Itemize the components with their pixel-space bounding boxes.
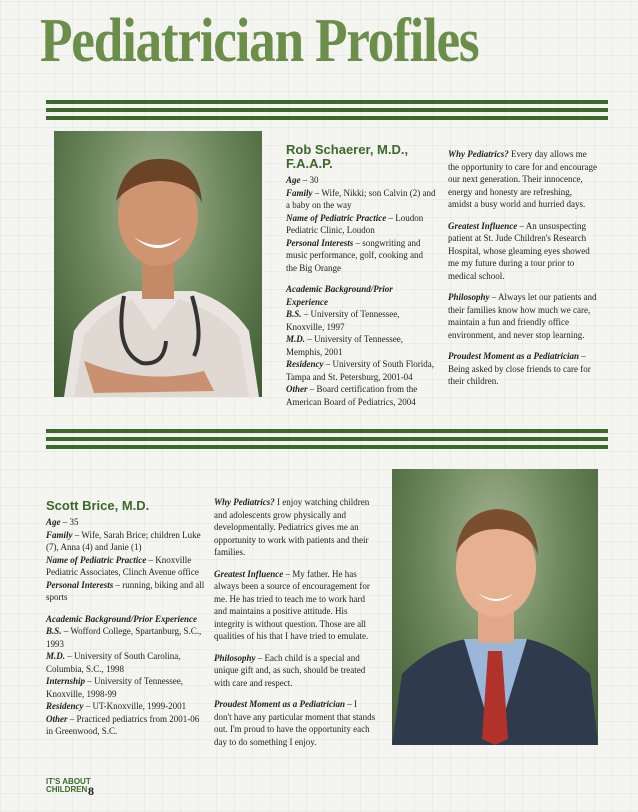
profile1-md: M.D. – University of Tennessee, Memphis, 2001 [286, 334, 403, 357]
profile1-influence: Greatest Influence – An unsuspecting patient at St. Jude Children's Research Hospital, whose gleaming eyes showed me my future during a tour prior to medical school. [448, 220, 590, 281]
profile2-practice: Name of Pediatric Practice – Knoxville Pediatric Associates, Clinch Avenue office [46, 554, 199, 577]
profile2-family: Family – Wife, Sarah Brice; children Luke (7), Anna (4) and Janie (1) [46, 529, 201, 552]
mid-rule-1 [46, 429, 608, 433]
page-title: Pediatrician Profiles [40, 7, 479, 75]
profile2-why: Why Pediatrics? I enjoy watching children and adolescents grow physically and developmentally. Pediatrics gives me an opportunity to work with patients and their families. [214, 497, 370, 557]
profile2-internship: Internship – University of Tennessee, Knoxville, 1998-99 [46, 676, 183, 699]
profile1-interests: Personal Interests – songwriting and music performance, golf, cooking and the Big Orange [286, 237, 423, 273]
footer [46, 777, 94, 798]
profile1-answers [448, 148, 598, 397]
publication-logo [46, 778, 91, 794]
profile1-family: Family – Wife, Nikki; son Calvin (2) and a baby on the way [286, 187, 436, 210]
profile2-name: Scott Brice, M.D. [46, 498, 150, 513]
logo-line-2: CHILDREN [46, 785, 88, 794]
profile1-bs: B.S. – University of Tennessee, Knoxville, 1997 [286, 309, 400, 332]
profile2-philosophy: Philosophy – Each child is a special and unique gift and, as such, should be treated with care and respect. [214, 652, 366, 688]
portrait-illustration-1 [54, 131, 262, 397]
profile2-residency: Residency – UT-Knoxville, 1999-2001 [46, 701, 187, 711]
profile1-age: Age – 30 [286, 175, 319, 185]
profile1-practice: Name of Pediatric Practice – Loudon Pediatric Clinic, Loudon [286, 212, 424, 235]
mid-rule-3 [46, 445, 608, 449]
photo-scott-brice [392, 469, 598, 745]
profile1-why: Why Pediatrics? Every day allows me the opportunity to care for and encourage our next generation. Their innocence, energy and honesty are refreshing, amidst a busy world and hurried days. [448, 149, 597, 209]
profile2-details [46, 499, 206, 738]
profile2-bs: B.S. – Wofford College, Spartanburg, S.C., 1993 [46, 626, 202, 649]
photo-rob-schaerer [54, 131, 262, 397]
top-rule-2 [46, 108, 608, 112]
profile2-age: Age – 35 [46, 517, 79, 527]
profile1-philosophy: Philosophy – Always let our patients and their families know how much we care, maintain a fun and friendly office environment, and never stop learning. [448, 292, 597, 340]
logo-line-1: IT'S ABOUT [46, 777, 91, 786]
profile1-details [286, 143, 436, 408]
top-rule-3 [46, 116, 608, 120]
profile2-md: M.D. – University of South Carolina, Columbia, S.C., 1998 [46, 651, 181, 674]
profile2-academic-heading: Academic Background/Prior Experience [46, 613, 197, 624]
profile2-interests: Personal Interests – running, biking and all sports [46, 579, 205, 602]
profile2-proudest: Proudest Moment as a Pediatrician – I don't have any particular moment that stands out. I'm proud to have the opportunity each day to do something I enjoy. [214, 699, 376, 747]
portrait-illustration-2 [392, 469, 598, 745]
profile1-academic-heading: Academic Background/Prior Experience [286, 284, 393, 307]
profile1-proudest: Proudest Moment as a Pediatrician – Being asked by close friends to care for their children. [448, 351, 591, 386]
mid-rule-2 [46, 437, 608, 441]
profile1-residency: Residency – University of South Florida, Tampa and St. Petersburg, 2001-04 [286, 359, 434, 382]
profile2-answers [214, 496, 376, 757]
profile2-influence: Greatest Influence – My father. He has always been a source of encouragement for me. He has tried to teach me to work hard and maintains a positive attitude. His integrity is without question. Those are all qualities of his that I have tried to emulate. [214, 568, 370, 641]
profile1-other: Other – Board certification from the American Board of Pediatrics, 2004 [286, 384, 418, 407]
page-number: 8 [88, 784, 94, 798]
profile2-other: Other – Practiced pediatrics from 2001-06 in Greenwood, S.C. [46, 713, 200, 736]
profile1-name: Rob Schaerer, M.D., F.A.A.P. [286, 142, 409, 171]
top-rule-1 [46, 100, 608, 104]
